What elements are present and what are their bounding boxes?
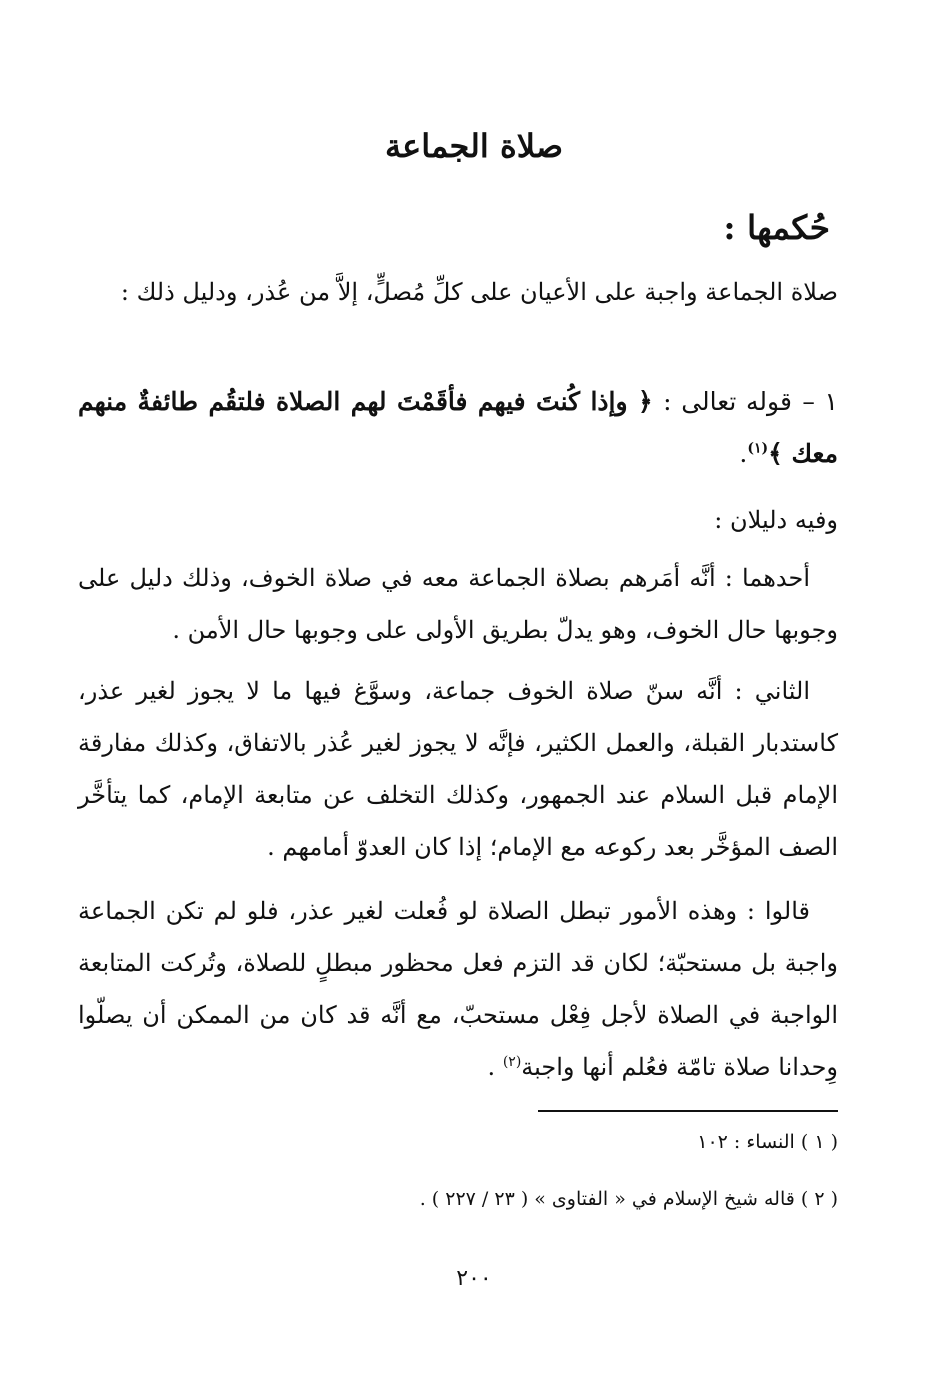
second-evidence-paragraph: الثاني : أنَّه سنّ صلاة الخوف جماعة، وسوَّغ فيها ما لا يجوز لغير عذر، كاستدبار القبلة، والعمل الكثير، فإنَّه لا يجوز لغير عُذر بالاتفاق، وكذلك مفارقة الإمام قبل السلام عند الجمهور، وكذلك التخلف عن متابعة الإمام، كما يتأخَّر الصف المؤخَّر بعد ركوعه مع الإمام؛ إذا كان العدوّ أمامهم . [78,677,838,861]
evidence-intro: وفيه دليلان : [714,506,838,534]
page-title: صلاة الجماعة [385,127,563,165]
first-evidence-paragraph: أحدهما : أنَّه أمَرهم بصلاة الجماعة معه في صلاة الخوف، وذلك دليل على وجوبها حال الخوف، وهو يدلّ بطريق الأولى على وجوبها حال الأمن . [78,564,838,644]
section-heading: حُكمها : [723,208,830,247]
verse-lead: قوله تعالى : [663,387,792,416]
verse-text: ﴿ وإذا كُنتَ فيهم فأقَمْتَ لهم الصلاة فلتقُم طائفةٌ منهم معك ﴾ [78,387,838,468]
footnote-1: ( ١ ) النساء : ١٠٢ [697,1131,838,1153]
quran-verse-paragraph [78,376,838,480]
page-number: ٢٠٠ [456,1266,492,1291]
footnote-ref-1: (١) [747,440,769,457]
footnote-2: ( ٢ ) قاله شيخ الإسلام في « الفتاوى » ( ٢٣ / ٢٢٧ ) . [419,1188,838,1210]
footnote-divider [538,1110,838,1112]
third-paragraph-end: . [487,1053,503,1081]
third-paragraph [78,885,838,1093]
intro-paragraph: صلاة الجماعة واجبة على الأعيان على كلِّ مُصلٍّ، إلاَّ من عُذر، ودليل ذلك : [120,278,838,306]
verse-end: . [739,439,748,468]
footnote-ref-2: (٢) [502,1054,522,1070]
verse-item-number: ١ – [802,387,838,416]
third-paragraph-text: قالوا : وهذه الأمور تبطل الصلاة لو فُعلت لغير عذر، فلو لم تكن الجماعة واجبة بل مستحبّة؛ لكان قد التزم فعل محظور مبطلٍ للصلاة، وتُركت المتابعة الواجبة في الصلاة لأجل فِعْل مستحبّ، مع أنَّه قد كان من الممكن أن يصلّوا وِحدانا صلاة تامّة فعُلم أنها واجبة [78,897,838,1081]
